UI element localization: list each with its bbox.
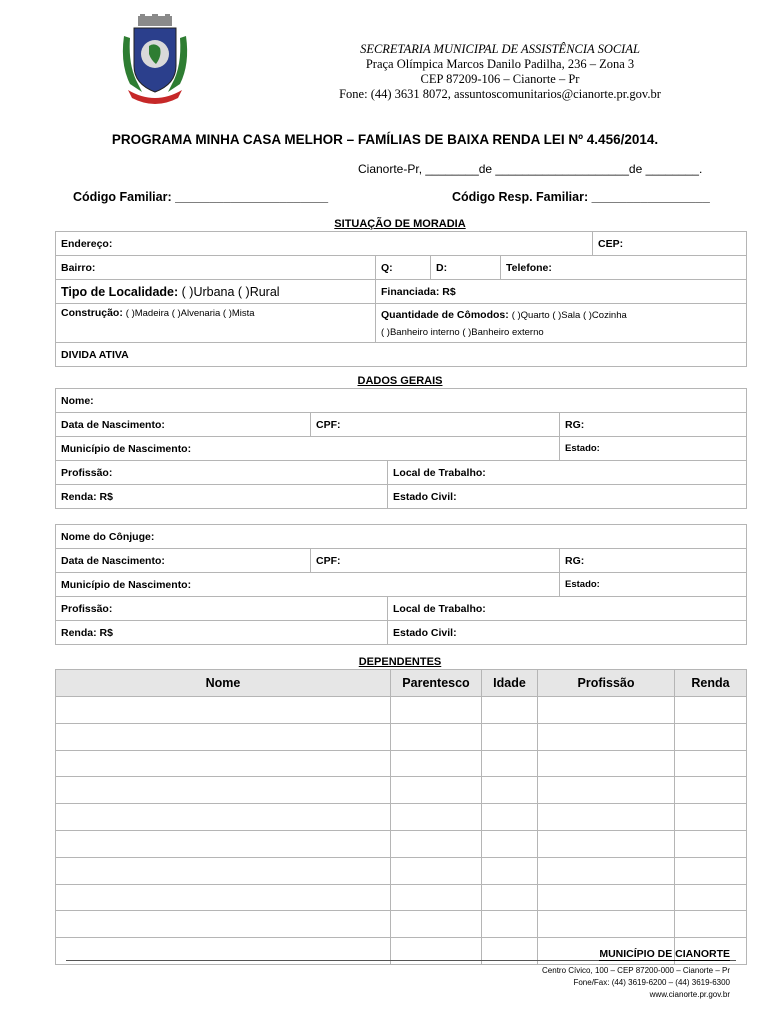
dependente-cell[interactable]	[482, 804, 538, 831]
dependente-cell[interactable]	[675, 804, 747, 831]
table-row	[56, 830, 747, 857]
codigo-familiar: Código Familiar: ______________________	[73, 190, 329, 204]
header-org: SECRETARIA MUNICIPAL DE ASSISTÊNCIA SOCIAL	[360, 42, 640, 56]
profissao-field[interactable]: Profissão:	[56, 461, 388, 485]
table-row	[56, 697, 747, 724]
dependente-cell[interactable]	[538, 911, 675, 938]
dependente-cell[interactable]	[675, 830, 747, 857]
conjuge-local-trabalho-field[interactable]: Local de Trabalho:	[388, 597, 747, 621]
dependente-cell[interactable]	[675, 750, 747, 777]
divida-ativa-field[interactable]: DIVIDA ATIVA	[56, 343, 747, 367]
header-block	[300, 42, 700, 102]
date-line: Cianorte-Pr, ________de ____________________de ________.	[358, 162, 703, 176]
conjuge-municipio-field[interactable]: Município de Nascimento:	[56, 573, 560, 597]
comodos-field[interactable]	[376, 304, 747, 343]
rg-field[interactable]: RG:	[560, 413, 747, 437]
tipo-localidade-field[interactable]	[56, 280, 376, 304]
nascimento-field[interactable]: Data de Nascimento:	[56, 413, 311, 437]
dependente-cell[interactable]	[391, 777, 482, 804]
footer-phone: Fone/Fax: (44) 3619-6200 – (44) 3619-6300	[573, 978, 730, 987]
nome-field[interactable]: Nome:	[56, 389, 747, 413]
conjuge-nome-field[interactable]: Nome do Cônjuge:	[56, 525, 747, 549]
table-row	[56, 750, 747, 777]
tipo-localidade-label: Tipo de Localidade:	[61, 284, 179, 299]
col-idade: Idade	[482, 670, 538, 697]
col-renda: Renda	[675, 670, 747, 697]
conjuge-nascimento-field[interactable]: Data de Nascimento:	[56, 549, 311, 573]
telefone-field[interactable]: Telefone:	[501, 256, 747, 280]
table-row	[56, 777, 747, 804]
dependente-cell[interactable]	[391, 750, 482, 777]
header-address: Praça Olímpica Marcos Danilo Padilha, 236 – Zona 3	[365, 57, 635, 71]
construcao-options: ( )Madeira ( )Alvenaria ( )Mista	[125, 308, 255, 319]
table-row	[56, 804, 747, 831]
local-trabalho-field[interactable]: Local de Trabalho:	[388, 461, 747, 485]
dependente-cell[interactable]	[482, 697, 538, 724]
dependente-cell[interactable]	[56, 750, 391, 777]
footer-block	[542, 965, 730, 1001]
section-dados-gerais: DADOS GERAIS	[357, 375, 443, 387]
dependente-cell[interactable]	[391, 697, 482, 724]
dependente-cell[interactable]	[538, 750, 675, 777]
bairro-field[interactable]: Bairro:	[56, 256, 376, 280]
dependente-cell[interactable]	[56, 723, 391, 750]
header-phone: Fone: (44) 3631 8072, assuntoscomunitarios@cianorte.pr.gov.br	[339, 87, 661, 101]
dependente-cell[interactable]	[482, 857, 538, 884]
col-profissao: Profissão	[538, 670, 675, 697]
col-nome: Nome	[56, 670, 391, 697]
dependente-cell[interactable]	[482, 830, 538, 857]
table-row	[56, 884, 747, 911]
comodos-label: Quantidade de Cômodos:	[381, 309, 509, 321]
renda-field[interactable]: Renda: R$	[56, 485, 388, 509]
footer-address: Centro Cívico, 100 – CEP 87200-000 – Cianorte – Pr	[542, 966, 730, 975]
dependente-cell[interactable]	[482, 750, 538, 777]
conjuge-rg-field[interactable]: RG:	[560, 549, 747, 573]
conjuge-cpf-field[interactable]: CPF:	[311, 549, 560, 573]
dependentes-table	[55, 669, 747, 965]
dependente-cell[interactable]	[482, 884, 538, 911]
municipal-crest-icon	[118, 14, 192, 106]
dependente-cell[interactable]	[56, 884, 391, 911]
dependente-cell[interactable]	[56, 911, 391, 938]
dependente-cell[interactable]	[56, 777, 391, 804]
conjuge-table	[55, 524, 747, 645]
table-row	[56, 911, 747, 938]
conjuge-estado-civil-field[interactable]: Estado Civil:	[388, 621, 747, 645]
dependente-cell[interactable]	[538, 804, 675, 831]
dependente-cell[interactable]	[482, 777, 538, 804]
dependente-cell[interactable]	[56, 857, 391, 884]
dependentes-body	[56, 697, 747, 965]
tipo-localidade-options: ( )Urbana ( )Rural	[181, 284, 280, 299]
footer-municipio: MUNICÍPIO DE CIANORTE	[599, 948, 730, 960]
conjuge-estado-field[interactable]: Estado:	[560, 573, 747, 597]
footer-site: www.cianorte.pr.gov.br	[649, 990, 730, 999]
comodos-options-2: ( )Banheiro interno ( )Banheiro externo	[381, 327, 544, 338]
conjuge-profissao-field[interactable]: Profissão:	[56, 597, 388, 621]
dependente-cell[interactable]	[56, 804, 391, 831]
construcao-label: Construção:	[61, 307, 123, 319]
dependente-cell[interactable]	[56, 697, 391, 724]
section-moradia: SITUAÇÃO DE MORADIA	[334, 218, 466, 230]
dependente-cell[interactable]	[482, 911, 538, 938]
dependente-cell[interactable]	[675, 911, 747, 938]
dependente-cell[interactable]	[538, 723, 675, 750]
dependente-cell[interactable]	[482, 723, 538, 750]
dados-gerais-table	[55, 388, 747, 509]
dependente-cell[interactable]	[391, 804, 482, 831]
dependente-cell[interactable]	[675, 884, 747, 911]
dependente-cell[interactable]	[675, 697, 747, 724]
dependente-cell[interactable]	[391, 884, 482, 911]
dependente-cell[interactable]	[675, 723, 747, 750]
dependente-cell[interactable]	[391, 723, 482, 750]
quadra-field[interactable]: Q:	[376, 256, 431, 280]
municipio-field[interactable]: Município de Nascimento:	[56, 437, 560, 461]
conjuge-renda-field[interactable]: Renda: R$	[56, 621, 388, 645]
cpf-field[interactable]: CPF:	[311, 413, 560, 437]
data-field[interactable]: D:	[431, 256, 501, 280]
dependente-cell[interactable]	[391, 911, 482, 938]
header-cep: CEP 87209-106 – Cianorte – Pr	[420, 72, 580, 86]
estado-field[interactable]: Estado:	[560, 437, 747, 461]
dependente-cell[interactable]	[538, 697, 675, 724]
dependente-cell[interactable]	[538, 830, 675, 857]
dependente-cell[interactable]	[391, 830, 482, 857]
dependente-cell[interactable]	[391, 857, 482, 884]
estado-civil-field[interactable]: Estado Civil:	[388, 485, 747, 509]
construcao-field[interactable]	[56, 304, 376, 343]
dependente-cell[interactable]	[538, 777, 675, 804]
dependente-cell[interactable]	[675, 857, 747, 884]
dependente-cell[interactable]	[56, 830, 391, 857]
dependente-cell[interactable]	[538, 857, 675, 884]
page-title: PROGRAMA MINHA CASA MELHOR – FAMÍLIAS DE BAIXA RENDA LEI Nº 4.456/2014.	[111, 132, 659, 147]
codigo-resp-familiar: Código Resp. Familiar: _________________	[452, 190, 710, 204]
moradia-table	[55, 231, 747, 367]
table-row	[56, 723, 747, 750]
dependente-cell[interactable]	[538, 884, 675, 911]
dependente-cell[interactable]	[675, 777, 747, 804]
section-dependentes: DEPENDENTES	[358, 656, 442, 668]
endereco-field[interactable]: Endereço:	[56, 232, 593, 256]
cep-field[interactable]: CEP:	[593, 232, 747, 256]
comodos-options-1: ( )Quarto ( )Sala ( )Cozinha	[511, 310, 627, 321]
col-parentesco: Parentesco	[391, 670, 482, 697]
financiada-field[interactable]: Financiada: R$	[376, 280, 747, 304]
table-row	[56, 857, 747, 884]
